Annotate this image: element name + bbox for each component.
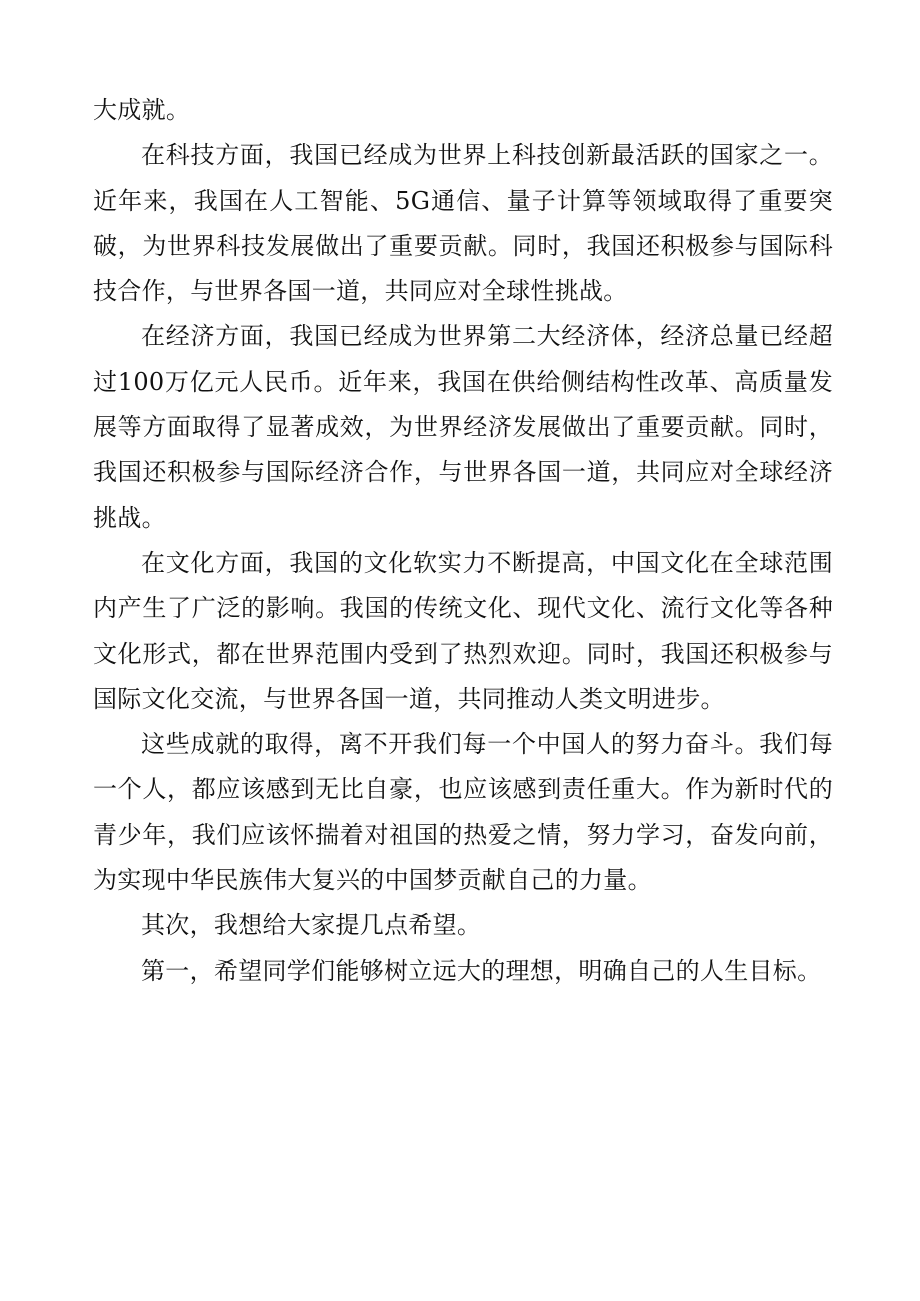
paragraph-technology: 在科技方面，我国已经成为世界上科技创新最活跃的国家之一。近年来，我国在人工智能、5G通信、量子计算等领域取得了重要突破，为世界科技发展做出了重要贡献。同时，我国还积极参与国际科技合作，与世界各国一道，共同应对全球性挑战。 xyxy=(93,141,833,306)
paragraph-economy: 在经济方面，我国已经成为世界第二大经济体，经济总量已经超过100万亿元人民币。近年来，我国在供给侧结构性改革、高质量发展等方面取得了显著成效，为世界经济发展做出了重要贡献。同时，我国还积极参与国际经济合作，与世界各国一道，共同应对全球经济挑战。 xyxy=(93,322,833,532)
paragraph-achievements: 这些成就的取得，离不开我们每一个中国人的努力奋斗。我们每一个人，都应该感到无比自豪，也应该感到责任重大。作为新时代的青少年，我们应该怀揣着对祖国的热爱之情，努力学习，奋发向前，为实现中华民族伟大复兴的中国梦贡献自己的力量。 xyxy=(93,730,833,895)
paragraph-continuation: 大成就。 xyxy=(93,96,191,124)
paragraph-hopes-intro: 其次，我想给大家提几点希望。 xyxy=(141,911,482,940)
paragraph-culture: 在文化方面，我国的文化软实力不断提高，中国文化在全球范围内产生了广泛的影响。我国的传统文化、现代文化、流行文化等各种文化形式，都在世界范围内受到了热烈欢迎。同时，我国还积极参与国际文化交流，与世界各国一道，共同推动人类文明进步。 xyxy=(93,548,833,713)
document-body xyxy=(93,88,833,994)
paragraph-hope-first: 第一，希望同学们能够树立远大的理想，明确自己的人生目标。 xyxy=(141,956,822,985)
